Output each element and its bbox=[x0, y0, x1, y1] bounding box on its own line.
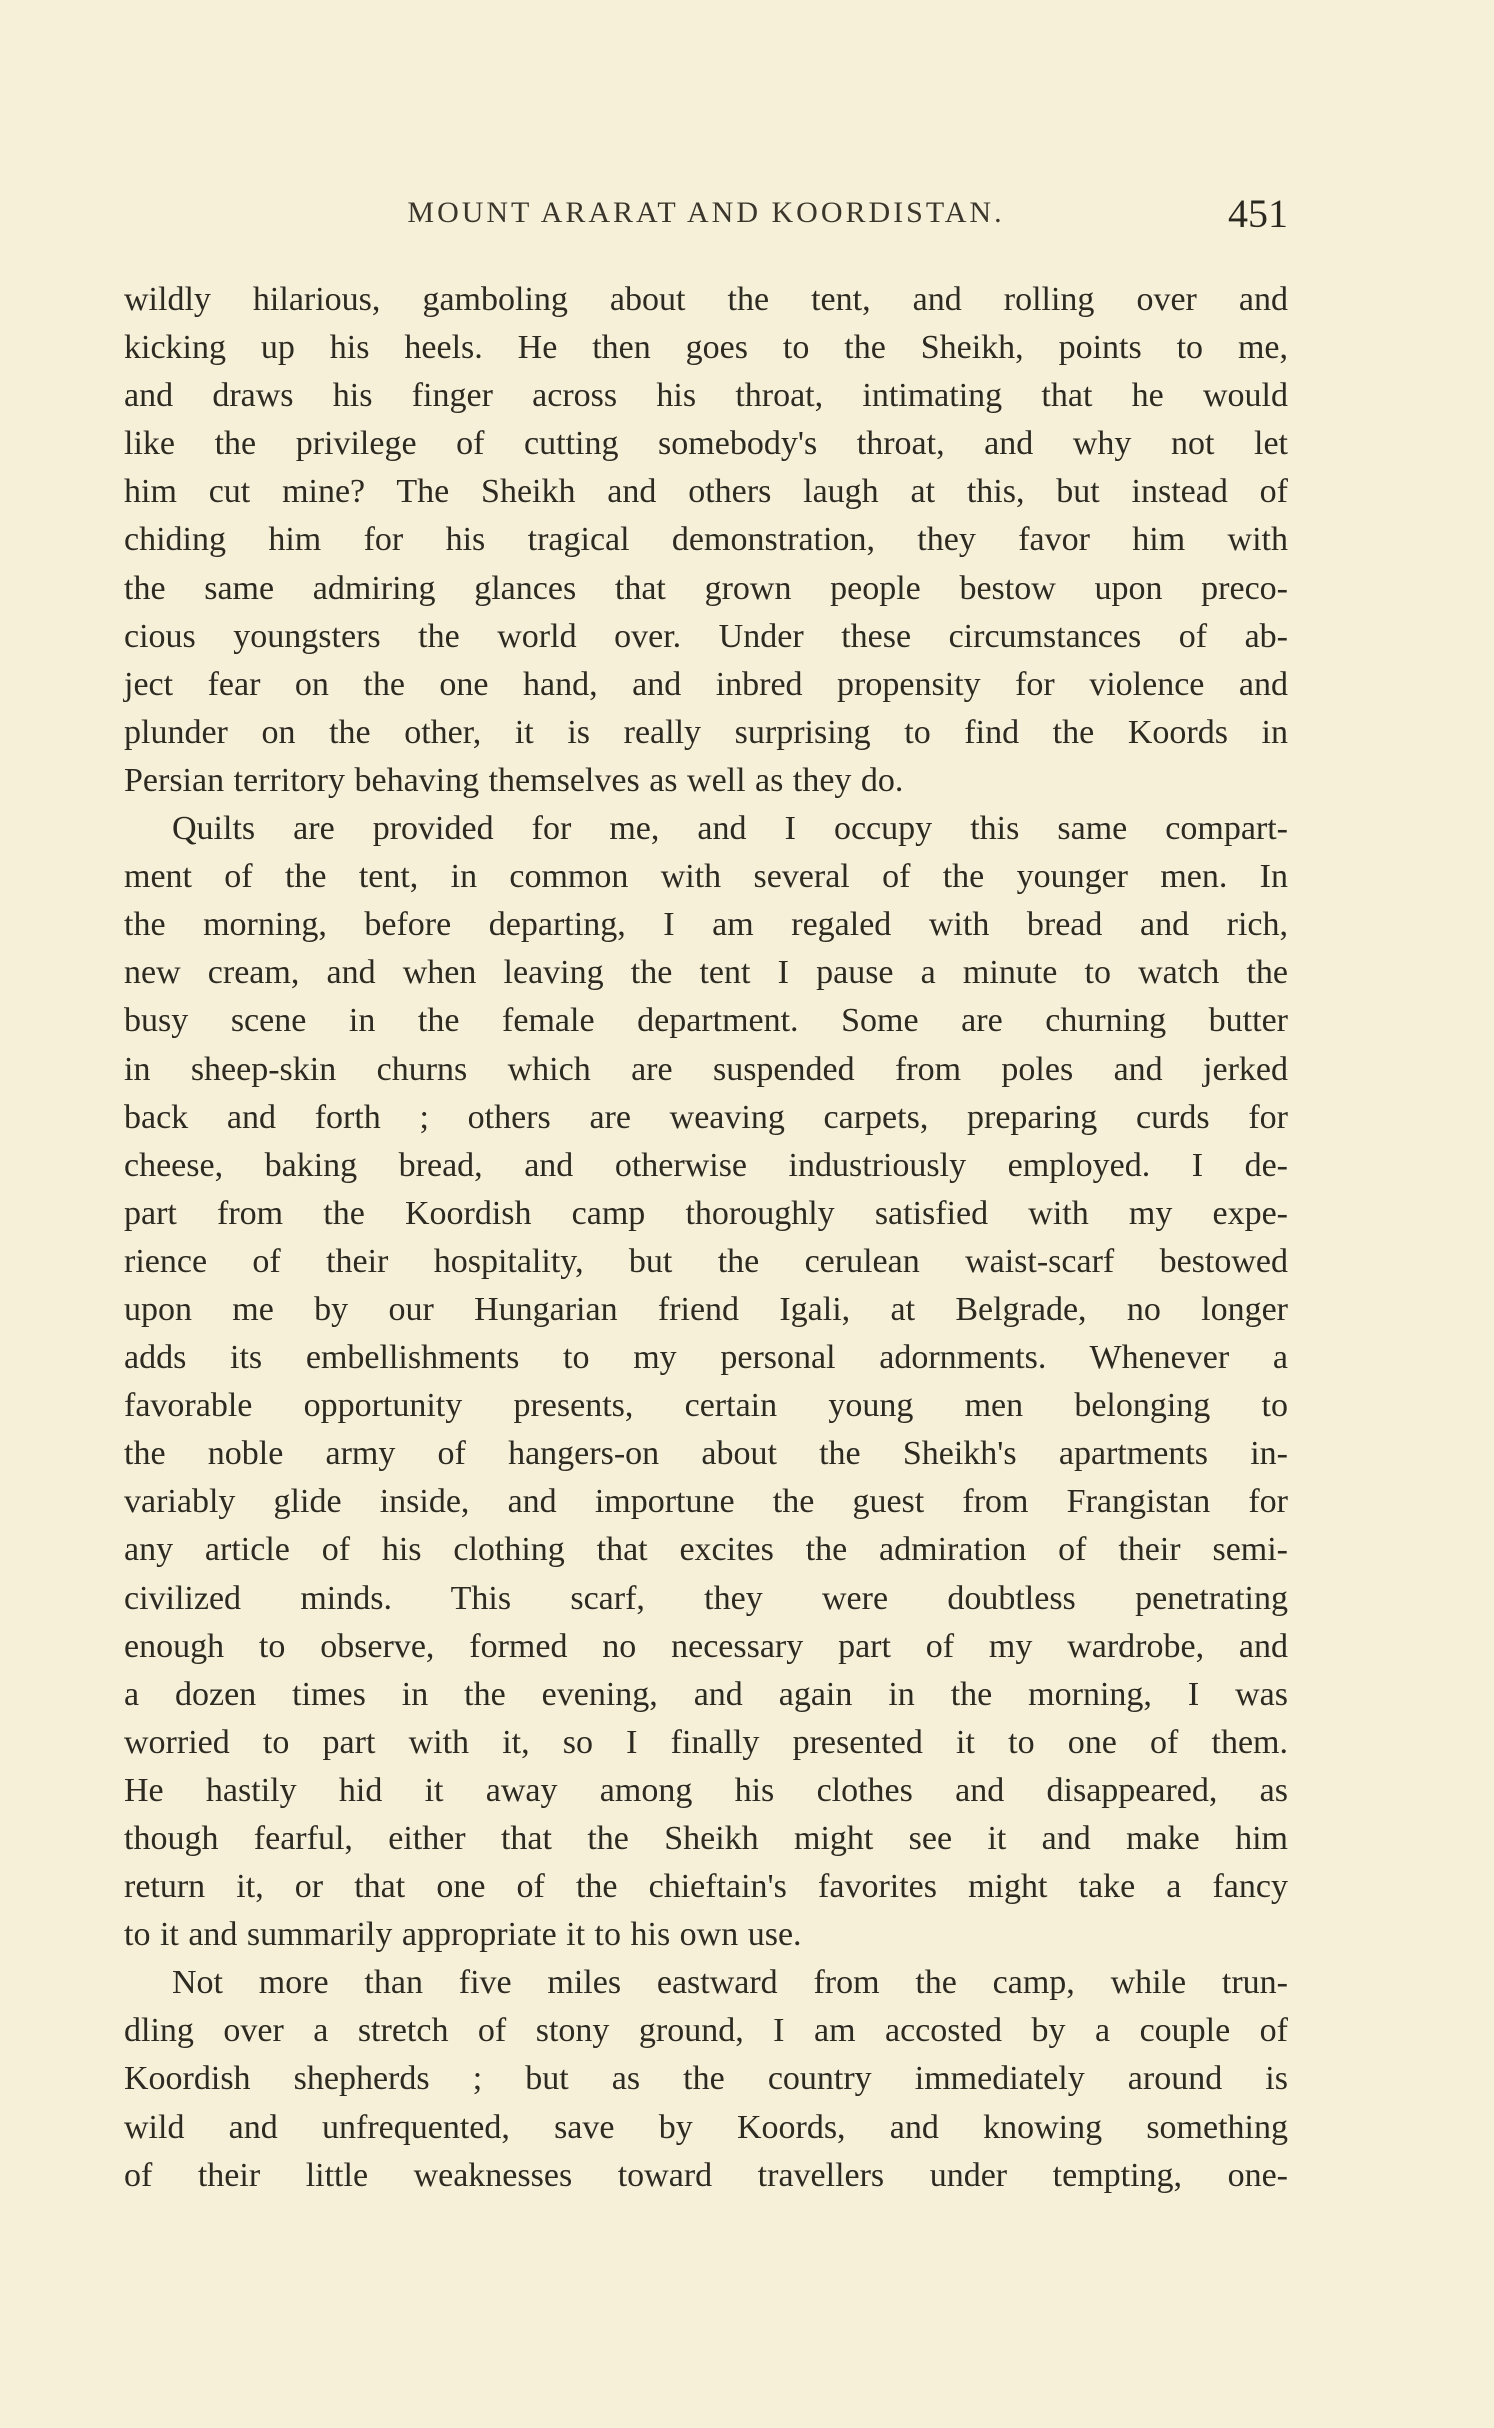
text-line: him cut mine? The Sheikh and others laugh at this, but instead of bbox=[124, 473, 1288, 511]
text-line: Quilts are provided for me, and I occupy this same compart- bbox=[172, 810, 1288, 848]
text-line: though fearful, either that the Sheikh might see it and make him bbox=[124, 1820, 1288, 1857]
text-line: Not more than five miles eastward from the camp, while trun- bbox=[172, 1964, 1288, 2002]
text-line: any article of his clothing that excites the admiration of their semi- bbox=[124, 1531, 1288, 1569]
text-line: and draws his finger across his throat, intimating that he would bbox=[124, 377, 1288, 415]
body-text bbox=[124, 276, 1288, 2200]
text-line: upon me by our Hungarian friend Igali, at Belgrade, no longer bbox=[124, 1290, 1288, 1328]
text-line: part from the Koordish camp thoroughly satisfied with my expe- bbox=[124, 1194, 1288, 1232]
page-number: 451 bbox=[1228, 191, 1288, 236]
text-line: to it and summarily appropriate it to his own use. bbox=[124, 1916, 802, 1954]
text-line: busy scene in the female department. Some are churning butter bbox=[124, 1002, 1288, 1040]
text-line: cious youngsters the world over. Under these circumstances of ab- bbox=[124, 617, 1288, 655]
text-line: of their little weaknesses toward travellers under tempting, one- bbox=[124, 2156, 1288, 2194]
text-line: kicking up his heels. He then goes to the Sheikh, points to me, bbox=[124, 329, 1288, 367]
text-line: back and forth ; others are weaving carpets, preparing curds for bbox=[124, 1098, 1288, 1136]
text-line: ment of the tent, in common with several of the younger men. In bbox=[124, 858, 1288, 896]
text-line: rience of their hospitality, but the cerulean waist-scarf bestowed bbox=[124, 1242, 1288, 1280]
text-line: the same admiring glances that grown people bestow upon preco- bbox=[124, 569, 1288, 607]
text-line: wildly hilarious, gamboling about the tent, and rolling over and bbox=[124, 281, 1288, 318]
text-line: Koordish shepherds ; but as the country immediately around is bbox=[124, 2060, 1288, 2098]
text-line: civilized minds. This scarf, they were doubtless penetrating bbox=[124, 1579, 1288, 1617]
text-line: wild and unfrequented, save by Koords, and knowing something bbox=[124, 2108, 1288, 2146]
running-title: MOUNT ARARAT AND KOORDISTAN. bbox=[407, 196, 1005, 229]
text-line: in sheep-skin churns which are suspended from poles and jerked bbox=[124, 1050, 1288, 1088]
text-line: cheese, baking bread, and otherwise industriously employed. I de- bbox=[124, 1146, 1288, 1184]
text-line: like the privilege of cutting somebody's throat, and why not let bbox=[124, 425, 1288, 463]
text-line: worried to part with it, so I finally presented it to one of them. bbox=[124, 1723, 1288, 1761]
text-line: chiding him for his tragical demonstration, they favor him with bbox=[124, 521, 1288, 559]
text-line: Persian territory behaving themselves as well as they do. bbox=[124, 761, 904, 799]
text-line: ject fear on the one hand, and inbred propensity for violence and bbox=[124, 665, 1288, 703]
text-line: the morning, before departing, I am regaled with bread and rich, bbox=[124, 906, 1288, 944]
text-line: adds its embellishments to my personal adornments. Whenever a bbox=[124, 1339, 1288, 1377]
text-line: return it, or that one of the chieftain's favorites might take a fancy bbox=[124, 1868, 1288, 1906]
text-line: variably glide inside, and importune the guest from Frangistan for bbox=[124, 1483, 1288, 1521]
running-head bbox=[124, 191, 1288, 256]
text-line: new cream, and when leaving the tent I pause a minute to watch the bbox=[124, 954, 1288, 992]
text-line: enough to observe, formed no necessary part of my wardrobe, and bbox=[124, 1627, 1288, 1665]
text-line: the noble army of hangers-on about the Sheikh's apartments in- bbox=[124, 1435, 1288, 1473]
text-line: a dozen times in the evening, and again in the morning, I was bbox=[124, 1675, 1288, 1713]
text-line: favorable opportunity presents, certain young men belonging to bbox=[124, 1387, 1288, 1425]
text-line: plunder on the other, it is really surprising to find the Koords in bbox=[124, 713, 1288, 751]
text-line: He hastily hid it away among his clothes and disappeared, as bbox=[124, 1771, 1288, 1809]
text-line: dling over a stretch of stony ground, I am accosted by a couple of bbox=[124, 2012, 1288, 2050]
